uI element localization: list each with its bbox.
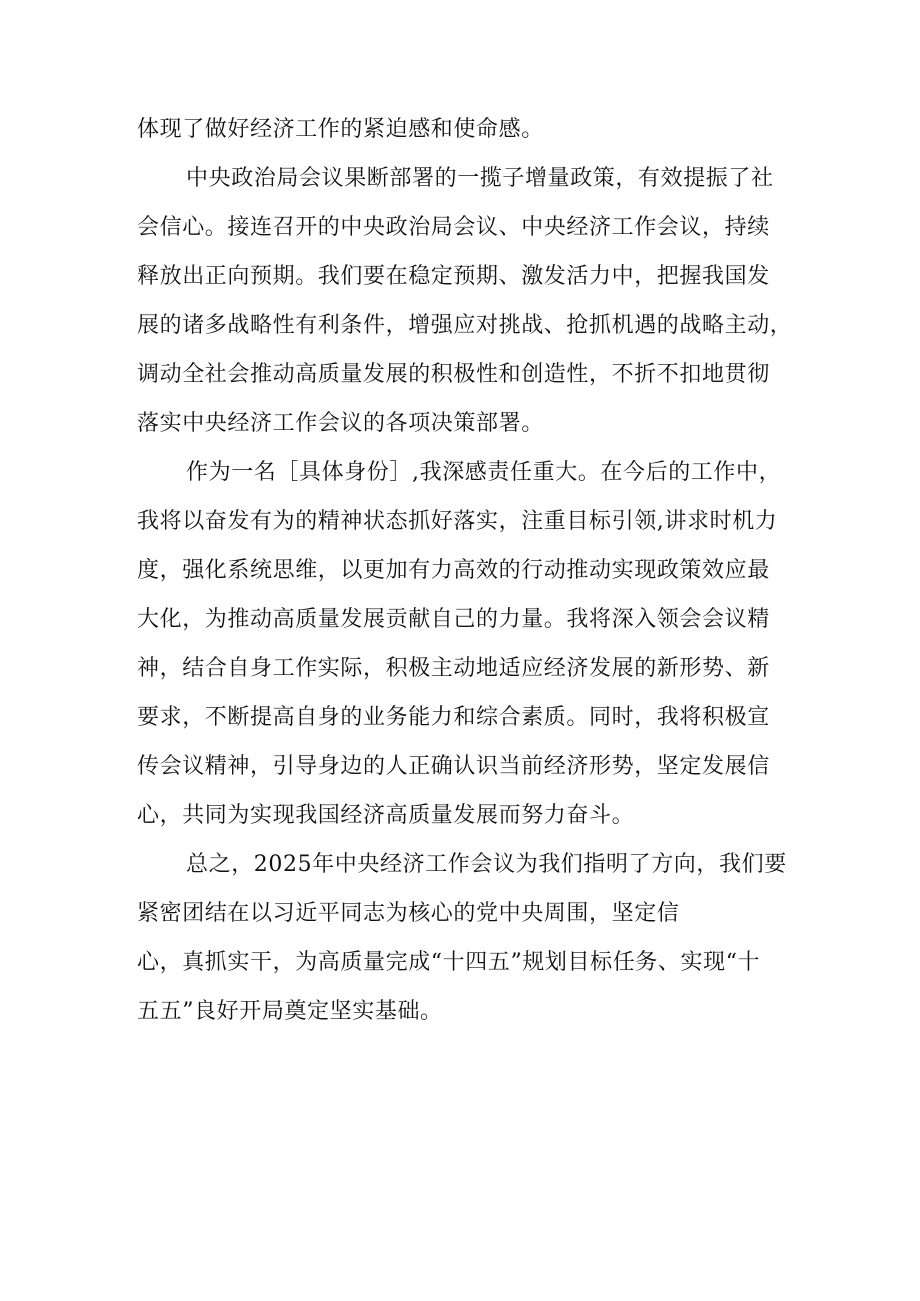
text-line: 度，强化系统思维，以更加有力高效的行动推动实现政策效应最 xyxy=(137,558,770,583)
text-line: 要求，不断提高自身的业务能力和综合素质。同时，我将积极宣 xyxy=(137,705,770,730)
text-line: 我将以奋发有为的精神状态抓好落实，注重目标引领,讲求时机力 xyxy=(137,509,778,534)
text-line: 释放出正向预期。我们要在稳定预期、激发活力中，把握我国发 xyxy=(137,264,770,289)
paragraph-start-line: 总之，2025年中央经济工作会议为我们指明了方向，我们要 xyxy=(186,852,787,877)
text-line: 调动全社会推动高质量发展的积极性和创造性，不折不扣地贯彻 xyxy=(137,362,770,387)
text-line: 神，结合自身工作实际，积极主动地适应经济发展的新形势、新 xyxy=(137,656,770,681)
paragraph-start-line: 中央政治局会议果断部署的一揽子增量政策，有效提振了社 xyxy=(186,166,774,191)
text-line: 心，真抓实干，为高质量完成“十四五”规划目标任务、实现“十 xyxy=(137,950,761,975)
text-line: 会信心。接连召开的中央政治局会议、中央经济工作会议，持续 xyxy=(137,215,770,240)
text-line: 大化，为推动高质量发展贡献自己的力量。我将深入领会会议精 xyxy=(137,607,770,632)
text-line: 体现了做好经济工作的紧迫感和使命感。 xyxy=(137,117,544,142)
text-line: 五五”良好开局奠定坚实基础。 xyxy=(137,999,443,1024)
text-line: 紧密团结在以习近平同志为核心的党中央周围，坚定信 xyxy=(137,901,680,926)
text-line: 展的诸多战略性有利条件，增强应对挑战、抢抓机遇的战略主动， xyxy=(137,313,793,338)
text-line: 心，共同为实现我国经济高质量发展而努力奋斗。 xyxy=(137,803,635,828)
paragraph-start-line: 作为一名［具体身份］,我深感责任重大。在今后的工作中， xyxy=(186,460,782,485)
text-line: 落实中央经济工作会议的各项决策部署。 xyxy=(137,411,544,436)
text-line: 传会议精神，引导身边的人正确认识当前经济形势，坚定发展信 xyxy=(137,754,770,779)
